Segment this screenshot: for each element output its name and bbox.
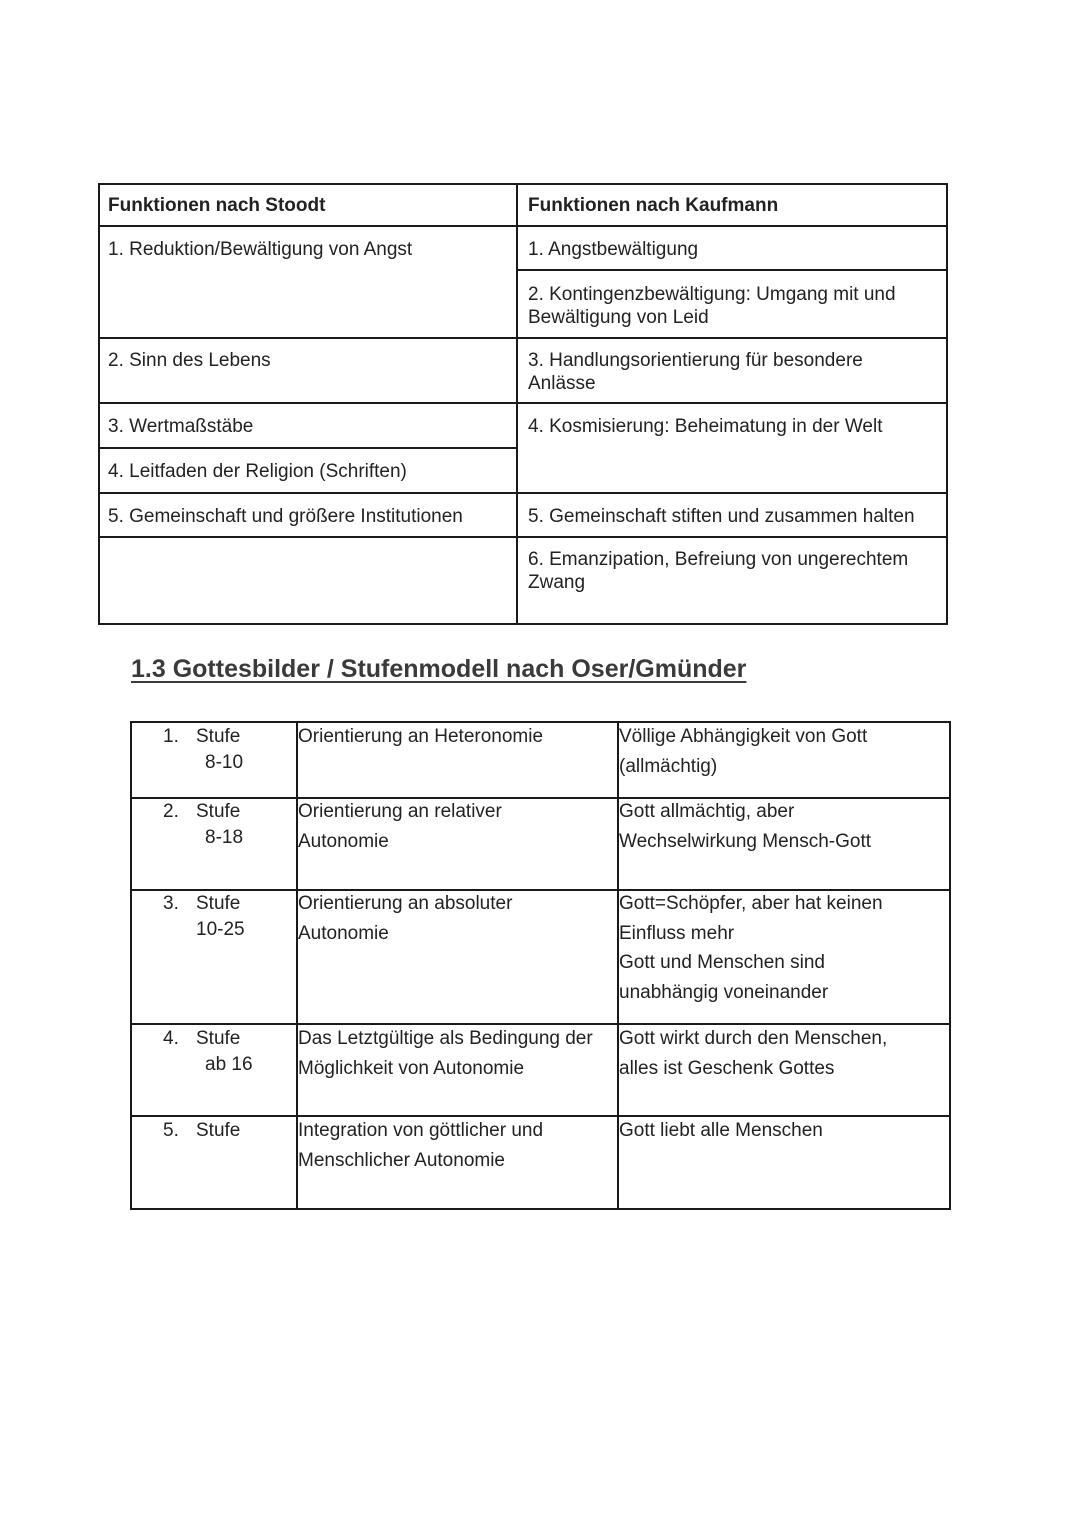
kaufmann-item-2: 2. Kontingenzbewältigung: Umgang mit und Bewältigung von Leid <box>528 284 896 328</box>
stage-age: ab 16 <box>205 1054 253 1075</box>
stage-number: 1. <box>163 726 179 747</box>
stage-label: Stufe <box>196 1120 241 1141</box>
kaufmann-item-1: 1. Angstbewältigung <box>528 239 699 260</box>
kaufmann-item-5: 5. Gemeinschaft stiften und zusammen halten <box>528 506 915 527</box>
stage-label: Stufe <box>196 1028 241 1049</box>
table-divider <box>98 447 518 449</box>
kaufmann-item-6: 6. Emanzipation, Befreiung von ungerechtem Zwang <box>528 549 909 593</box>
table-divider <box>98 536 948 538</box>
stage-god-image: Gott allmächtig, aber Wechselwirkung Mensch-Gott <box>619 801 872 852</box>
table-border <box>130 721 132 1210</box>
stage-label: Stufe <box>196 801 241 822</box>
table-border <box>946 183 948 625</box>
table-divider <box>98 225 948 227</box>
stage-god-image: Gott liebt alle Menschen <box>619 1120 823 1141</box>
table-border <box>130 1208 951 1210</box>
table-border <box>98 183 948 185</box>
table-divider <box>98 337 948 339</box>
stage-number: 5. <box>163 1120 179 1141</box>
kaufmann-item-3: 3. Handlungsorientierung für besondere Anlässe <box>528 350 863 394</box>
stage-age: 8-18 <box>205 827 244 848</box>
table-border <box>949 721 951 1210</box>
table-divider <box>98 402 948 404</box>
stage-number: 3. <box>163 893 179 914</box>
stage-orientation: Integration von göttlicher und Menschlicher Autonomie <box>298 1120 544 1171</box>
stage-number: 4. <box>163 1028 179 1049</box>
stage-orientation: Das Letztgültige als Bedingung der Möglichkeit von Autonomie <box>298 1028 593 1079</box>
table-divider <box>98 492 948 494</box>
stoodt-item-5: 5. Gemeinschaft und größere Institutionen <box>108 506 463 527</box>
stage-age: 10-25 <box>196 919 245 940</box>
kaufmann-item-4: 4. Kosmisierung: Beheimatung in der Welt <box>528 416 883 437</box>
stoodt-item-2: 2. Sinn des Lebens <box>108 350 271 371</box>
column-header-kaufmann: Funktionen nach Kaufmann <box>528 195 779 216</box>
stage-age: 8-10 <box>205 752 244 773</box>
stage-god-image: Gott wirkt durch den Menschen, alles ist Geschenk Gottes <box>619 1028 888 1079</box>
stage-orientation: Orientierung an Heteronomie <box>298 726 544 747</box>
stage-label: Stufe <box>196 893 241 914</box>
stage-number: 2. <box>163 801 179 822</box>
table-divider <box>516 183 518 625</box>
section-title: 1.3 Gottesbilder / Stufenmodell nach Oser/Gmünder <box>131 655 747 683</box>
stoodt-item-4: 4. Leitfaden der Religion (Schriften) <box>108 461 407 482</box>
column-header-stoodt: Funktionen nach Stoodt <box>108 195 326 216</box>
table-divider <box>516 269 948 271</box>
stage-orientation: Orientierung an relativer Autonomie <box>298 801 502 852</box>
stage-label: Stufe <box>196 726 241 747</box>
stoodt-item-1: 1. Reduktion/Bewältigung von Angst <box>108 239 413 260</box>
table-border <box>98 623 948 625</box>
stage-god-image: Gott=Schöpfer, aber hat keinen Einfluss mehr Gott und Menschen sind unabhängig voneinander <box>619 893 883 1003</box>
stoodt-item-3: 3. Wertmaßstäbe <box>108 416 254 437</box>
stage-god-image: Völlige Abhängigkeit von Gott (allmächtig) <box>619 726 868 777</box>
stage-orientation: Orientierung an absoluter Autonomie <box>298 893 513 944</box>
table-border <box>98 183 100 625</box>
